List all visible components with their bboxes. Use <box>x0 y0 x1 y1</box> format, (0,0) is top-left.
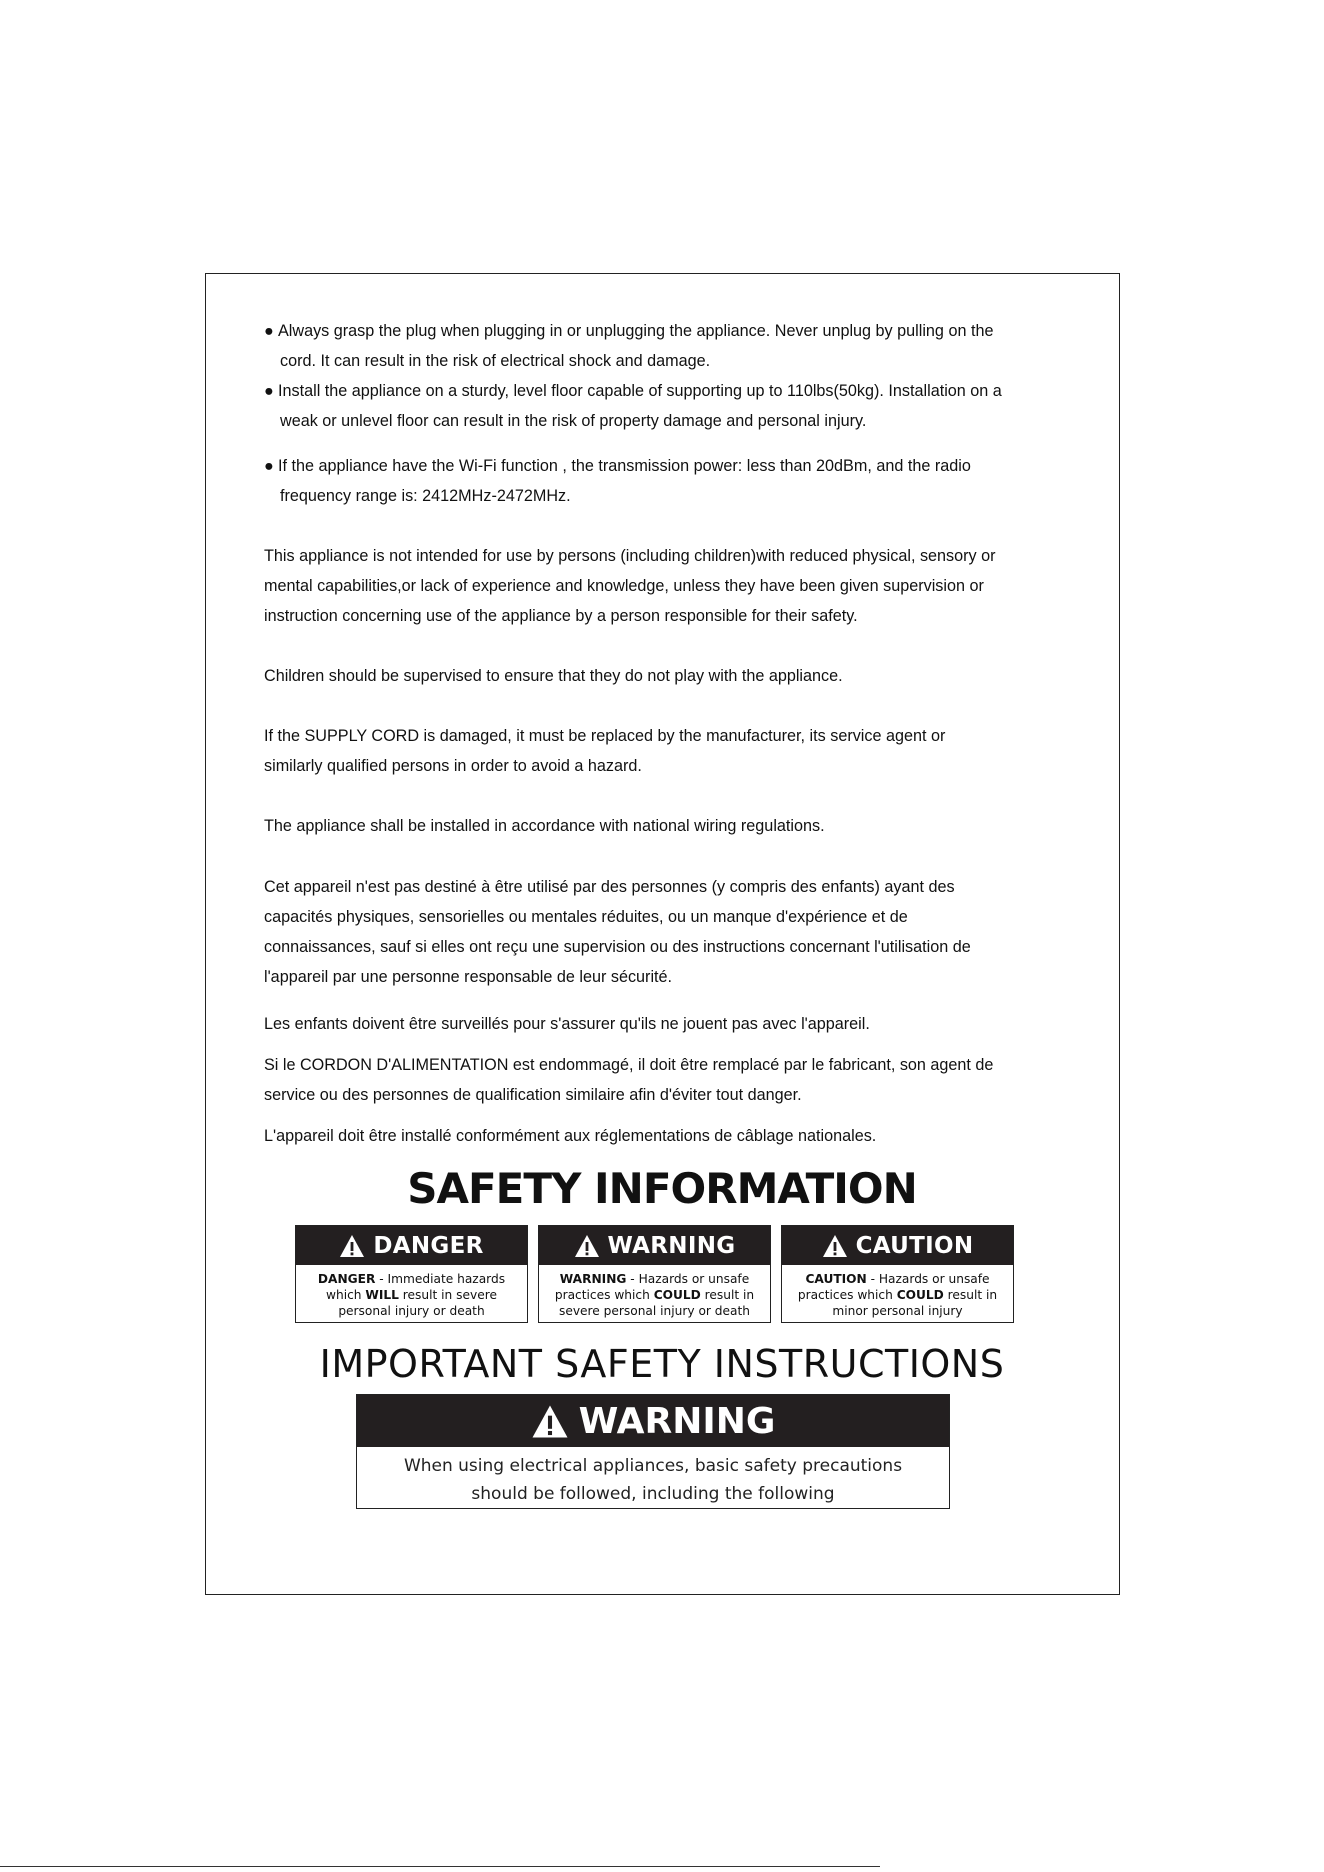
bullet-line: Install the appliance on a sturdy, level floor capable of supporting up to 110lbs(50kg). Installation on a <box>278 382 1002 400</box>
danger-sign-bar <box>296 1226 527 1265</box>
paragraph-line: instruction concerning use of the appliance by a person responsible for their safety. <box>264 607 858 625</box>
important-safety-instructions-heading: IMPORTANT SAFETY INSTRUCTIONS <box>319 1342 1005 1386</box>
warning-sign-bar <box>539 1226 770 1265</box>
bullet-line: frequency range is: 2412MHz-2472MHz. <box>280 487 571 505</box>
warning-triangle-icon <box>531 1404 569 1439</box>
warning-box-description <box>357 1447 949 1508</box>
caution-sign <box>781 1225 1014 1323</box>
bullet-dot: ● <box>264 322 274 340</box>
page-bottom-rule <box>0 1866 880 1867</box>
paragraph-line: mental capabilities,or lack of experience and knowledge, unless they have been given supervision or <box>264 577 984 595</box>
caution-sign-bar <box>782 1226 1013 1265</box>
bullet-line: weak or unlevel floor can result in the risk of property damage and personal injury. <box>280 412 867 430</box>
bullet-dot: ● <box>264 457 274 475</box>
warning-triangle-icon <box>339 1234 365 1258</box>
bullet-line: cord. It can result in the risk of electrical shock and damage. <box>280 352 711 370</box>
bullet-dot: ● <box>264 382 274 400</box>
paragraph-line: l'appareil par une personne responsable de leur sécurité. <box>264 968 673 986</box>
paragraph-line: Si le CORDON D'ALIMENTATION est endommagé, il doit être remplacé par le fabricant, son agent de <box>264 1056 994 1074</box>
paragraph-line: This appliance is not intended for use by persons (including children)with reduced physical, sensory or <box>264 547 996 565</box>
paragraph-line: similarly qualified persons in order to avoid a hazard. <box>264 757 642 775</box>
warning-box-line: should be followed, including the following <box>471 1484 835 1504</box>
bullet-plug <box>264 316 993 376</box>
paragraph-line: Children should be supervised to ensure that they do not play with the appliance. <box>264 667 843 685</box>
paragraph-line: L'appareil doit être installé conformément aux réglementations de câblage nationales. <box>264 1127 877 1145</box>
warning-sign <box>538 1225 771 1323</box>
paragraph-line: connaissances, sauf si elles ont reçu une supervision ou des instructions concernant l'utilisation de <box>264 938 971 956</box>
danger-sign <box>295 1225 528 1323</box>
paragraph-line: capacités physiques, sensorielles ou mentales réduites, ou un manque d'expérience et de <box>264 908 908 926</box>
bullet-floor <box>264 376 1002 436</box>
warning-box <box>356 1394 950 1509</box>
warning-triangle-icon <box>822 1234 848 1258</box>
paragraph-line: service ou des personnes de qualification similaire afin d'éviter tout danger. <box>264 1086 802 1104</box>
warning-box-title: WARNING <box>578 1400 776 1442</box>
bullet-line: Always grasp the plug when plugging in or unplugging the appliance. Never unplug by pulling on the <box>278 322 994 340</box>
paragraph-line: If the SUPPLY CORD is damaged, it must be replaced by the manufacturer, its service agent or <box>264 727 946 745</box>
caution-sign-description: CAUTION - Hazards or unsafe practices which COULD result in minor personal injury <box>797 1272 998 1318</box>
warning-triangle-icon <box>574 1234 600 1258</box>
warning-sign-description: WARNING - Hazards or unsafe practices which COULD result in severe personal injury or death <box>554 1272 755 1318</box>
paragraph-line: The appliance shall be installed in accordance with national wiring regulations. <box>264 817 825 835</box>
paragraph-line: Les enfants doivent être surveillés pour s'assurer qu'ils ne jouent pas avec l'appareil. <box>264 1015 870 1033</box>
caution-sign-title: CAUTION <box>855 1232 974 1259</box>
warning-box-line: When using electrical appliances, basic safety precautions <box>403 1456 903 1476</box>
bullet-line: If the appliance have the Wi-Fi function , the transmission power: less than 20dBm, and the radio <box>278 457 971 475</box>
bullet-wifi <box>264 451 971 511</box>
warning-box-bar <box>357 1395 949 1447</box>
danger-sign-title: DANGER <box>373 1232 484 1259</box>
danger-sign-description: DANGER - Immediate hazards which WILL result in severe personal injury or death <box>317 1272 506 1318</box>
warning-sign-title: WARNING <box>607 1232 736 1259</box>
safety-information-heading: SAFETY INFORMATION <box>407 1164 917 1213</box>
paragraph-line: Cet appareil n'est pas destiné à être utilisé par des personnes (y compris des enfants) ayant des <box>264 878 955 896</box>
